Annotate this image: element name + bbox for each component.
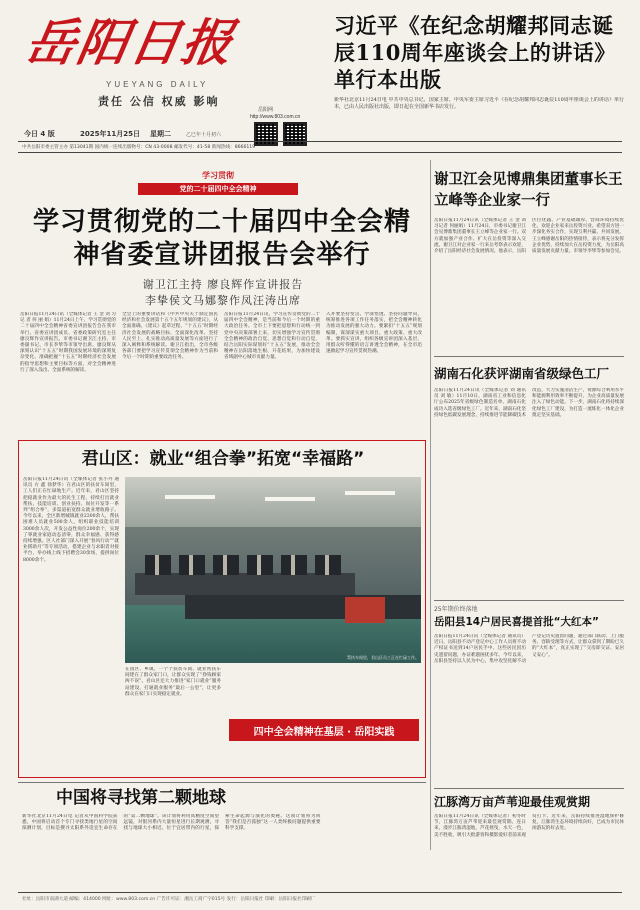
right-story-3-body: 岳阳日报11月24日讯（全媒体记者 通讯员）近日，岳阳县不动产登记中心工作人员将不动产权证书送到14户居民手中。这些居民因历史遗留问题，办证难题困扰多年。今年以来，岳阳县坚持以人民为中心，集中攻坚化解不动产登记历史遗留问题，通过部门联动、上门服务、容缺受理等方式，让群众拿到了期盼已久的“大红本”，真正实现了“交房即交证、安居又安心”。 bbox=[434, 634, 624, 664]
right-story-4-title[interactable]: 江豚湾万亩芦苇迎最佳观赏期 bbox=[434, 795, 591, 809]
right-story-1-title[interactable]: 谢卫江会见博鼎集团董事长王立峰等企业家一行 bbox=[434, 172, 623, 209]
issue-date: 2025年11月25日 bbox=[80, 130, 140, 138]
newspaper-motto: 责任 公信 权威 影响 bbox=[98, 95, 220, 108]
feature-banner-text: 四中全会精神在基层 · 岳阳实践 bbox=[253, 727, 395, 738]
photo-boxes bbox=[345, 597, 385, 623]
feature-title[interactable]: 君山区：就业“组合拳”拓宽“幸福路” bbox=[81, 449, 365, 469]
photo-caption: 帮扶车间里，君山区员工正在忙碌工作。 bbox=[347, 655, 419, 660]
bottom-story-title[interactable]: 中国将寻找第二颗地球 bbox=[56, 788, 226, 808]
photo-workbench bbox=[135, 573, 355, 595]
lead-kicker-line1: 学习贯彻 bbox=[202, 171, 234, 180]
right-story-2-title[interactable]: 湖南石化获评湖南省级绿色工厂 bbox=[434, 366, 610, 381]
photo-light bbox=[345, 491, 395, 495]
photo-light bbox=[265, 497, 315, 501]
newspaper-pinyin: YUEYANG DAILY bbox=[106, 80, 209, 89]
masthead-rule bbox=[18, 141, 622, 142]
photo-ceiling bbox=[125, 477, 421, 527]
top-story-body: 新华社北京11月24日电 中共中央总书记、国家主席、中央军委主席习近平《在纪念胡耀邦同志诞辰110周年座谈会上的讲话》单行本，已由人民出版社出版，即日起在全国新华书店发行。 bbox=[334, 97, 624, 110]
photo-workbench bbox=[185, 595, 421, 619]
top-story-title[interactable]: 习近平《在纪念胡耀邦同志诞辰110周年座谈会上的讲话》单行本出版 bbox=[334, 13, 616, 92]
lead-title[interactable]: 学习贯彻党的二十届四中全会精神省委宣讲团报告会举行 bbox=[32, 207, 411, 270]
lead-story bbox=[18, 160, 426, 438]
bottom-story-body: 新华社北京11月24日电 记者从中国科学院获悉，中国将启动首个专门寻找类地行星的空间探测计划，目标是搜寻太阳系外适宜生命存在的“第二颗地球”。该计划将利用高精度空间望远镜，对银河系内大量恒星进行长期观测，寻找与地球大小相近、位于宜居带内的行星，探索生命起源与演化的奥秘。这项计划将为回答“我们是否孤独”这一人类终极问题提供重要科学支撑。 bbox=[22, 814, 321, 832]
footer-info: 社址：岳阳市南湖大道 邮编：414000 网址：www.803.com.cn 广告许可证：湘岳工商广字015号 发行：岳阳日报社 印刷：岳阳日报社印刷厂 bbox=[22, 897, 316, 902]
right-story-2-body: 岳阳日报11月24日讯（全媒体记者 刘 通讯员 刘 敏）11月10日，湖南省工业和信息化厅公布2025年省级绿色制造名单，湖南石化成功入选省级绿色工厂。近年来，湖南石化坚持绿色低碳发展理念，持续推进节能降碳技术改造，大力实施清洁生产，资源综合利用水平和能源利用效率不断提升，为企业高质量发展注入了绿色动能。下一步，湖南石化将持续深化绿色工厂建设，为打造一流炼化一体化企业奠定坚实基础。 bbox=[434, 388, 624, 418]
right-story-3-kicker: 25年期价终落地 bbox=[434, 606, 478, 613]
lead-subtitle-2: 李挚侯文马娜黎作凤汪涛出席 bbox=[145, 294, 301, 307]
section-rule bbox=[434, 356, 624, 357]
lead-kicker bbox=[118, 170, 318, 195]
column-divider bbox=[430, 160, 431, 850]
photo-light bbox=[165, 495, 215, 499]
lead-column-4: 入并要坚持变贯、学深悟透、坚持问题导向，统筹推进各项工作任务落实，把全会精神转化为推动发展的强大动力。要紧扣“十五五”规划编制，谋深谋实重大项目、重大政策、重大改革。要抓实宣讲，组织各级宣讲团深入基层，用群众听得懂的语言讲透全会精神，在全市迅速掀起学习宣传贯彻热潮。 bbox=[326, 312, 422, 355]
footer-rule bbox=[18, 892, 622, 893]
edition-label: 今日 4 版 bbox=[24, 130, 55, 138]
section-rule bbox=[434, 600, 624, 601]
newspaper-logo: 岳阳日报 bbox=[20, 13, 240, 72]
publication-info: 中共岳阳市委主管主办 第13041期 国内统一连续出版物号：CN 43-0008 邮发代号：41-58 新闻热线：8666119 bbox=[22, 145, 256, 150]
right-story-1-body: 岳阳日报11月24日讯（全媒体记者 王 金 刘 习记者 何丽娟）11月24日，市委书记谢卫江会见博鼎集团董事长王立峰等企业家一行。双方就加强产业合作、扩大在岳投资等深入交流。谢卫江对企业家一行来岳考察表示欢迎，介绍了岳阳经济社会发展情况。他表示，岳阳区位优越、产业基础雄厚、营商环境持续优化，欢迎企业家来岳投资兴业。希望双方进一步深化务实合作，实现互利共赢、共同发展。王立峰感谢岳阳的热情接待，表示将充分发挥企业优势，持续加大在岳投资力度，为岳阳高质量发展贡献力量。市领导李挚等参加会见。 bbox=[434, 218, 624, 255]
feature-body-2: 在园区、乡镇，一个个扶贫车间、就业帮扶车间建在了群众家门口，让群众实现了“挣钱顾家两不误”。君山区还大力推进“家门口就业”服务站建设，打通就业服务“最后一公里”，让更多群众在家门口实现稳定就业。 bbox=[125, 667, 221, 697]
lead-subtitle-1: 谢卫江主持 廖良辉作宣讲报告 bbox=[142, 278, 304, 291]
section-rule bbox=[434, 788, 624, 789]
issue-weekday: 星期二 bbox=[150, 130, 171, 138]
app-label: 岳阳网 bbox=[258, 107, 274, 113]
lead-column-1: 岳阳日报11月24日讯（全媒体记者 王 金 刘 习 记 者 何 丽 娟）11月24日上午，学习贯彻党的二十届四中全会精神省委宣讲团报告会在我市举行。省委宣讲团成员、省委政策研究室主任廖良辉作宣讲报告。市委书记谢卫江主持，市委副书记、市长李挚等市领导出席。廖良辉从深刻认识“十五五”时期我国发展环境的深刻复杂变化、准确把握“十五五”时期经济社会发展的指导思想和主要目标等方面，对全会精神进行了深入浅出、全面系统的解读。 bbox=[20, 312, 116, 373]
lunar-date: 乙巳年十月初六 bbox=[186, 132, 222, 138]
photo-workers bbox=[145, 555, 345, 575]
feature-body: 岳阳日报11月24日讯（全媒体记者 张小丹 通讯员 方 鑫 徐梦华）在君山区的扶贫车间里，工人们正在忙碌地生产。近年来，君山区坚持把稳就业作为最大的民生工程，持续打出就业帮扶、技能培训、创业扶持、岗位开发等一系列“组合拳”，多渠道拓宽群众就业增收路子。今年以来，全区新增城镇就业2300余人，帮扶困难人员就业500余人，组织职业技能培训3000余人次，开发公益性岗位200余个，实现了零就业家庭动态清零，群众幸福感、获得感持续增强。区人社部门深入开展“春风行动”“就业援助月”等专项活动，搭建企业与求职者对接平台，举办线上线下招聘会30余场，提供岗位8000余个。 bbox=[23, 477, 119, 563]
qr-code-icon bbox=[283, 122, 307, 146]
right-story-3-title[interactable]: 岳阳县14户居民喜提首批“大红本” bbox=[434, 616, 599, 628]
lead-kicker-line2: 党的二十届四中全会精神 bbox=[138, 183, 298, 195]
feature-photo bbox=[125, 477, 421, 663]
right-story-4-body: 岳阳日报11月24日讯（全媒体记者）初冬时节，江豚湾万亩芦苇迎来最佳观赏期。连日来，漫步江豚湾湿地，芦花摇曳，水天一色，美不胜收，吸引大批游客和摄影爱好者前来观赏打卡。近年来，岳阳持续推进湿地保护修复，江豚湾生态环境持续向好，已成为市民休闲游玩的好去处。 bbox=[434, 814, 624, 838]
section-rule bbox=[18, 782, 426, 783]
lead-column-3: 岳阳日报11月24日讯，学习宣传贯彻党的二十届四中全会精神，是当前和今后一个时期的重大政治任务。全市上下要把思想和行动统一到党中央决策部署上来，切实增强学习宣传贯彻全会精神的政治自觉、思想自觉和行动自觉，结合岳阳实际谋划好“十五五”发展，推动全会精神在岳阳落地生根、开花结果，为加快建设省域副中心城市贡献力量。 bbox=[224, 312, 320, 361]
feature-box bbox=[18, 440, 426, 778]
lead-column-2: 全会上的重要讲话和《中共中央关于制定国民经济和社会发展第十五个五年规划的建议》，从全面准确、《建议》起草过程、“十五五”时期经济社会发展的战略目标、全面深化改革、坚持人民至上、扎实推动高质量发展等方面进行了深入阐释和系统解读。谢卫江指出，全市各级各部门要把学习宣传贯彻全会精神作为当前和今后一个时期的重要政治任务。 bbox=[122, 312, 218, 361]
qr-code-icon bbox=[254, 122, 278, 146]
masthead-rule bbox=[18, 152, 622, 153]
website-link[interactable]: http://www.803.com.cn bbox=[250, 114, 301, 120]
feature-banner bbox=[229, 719, 419, 741]
